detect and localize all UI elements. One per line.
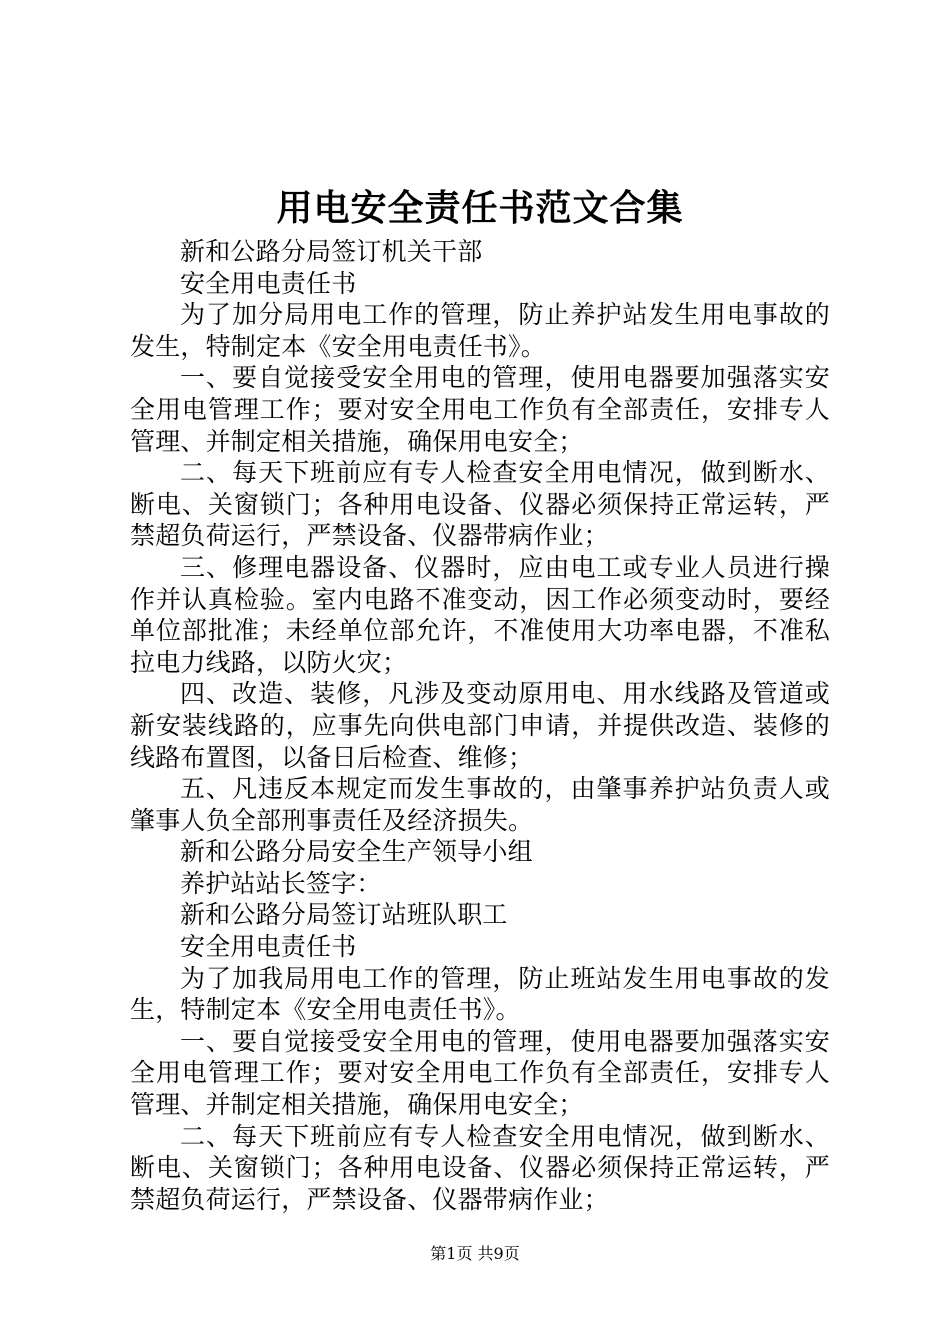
paragraph: 二、每天下班前应有专人检查安全用电情况，做到断水、断电、关窗锁门；各种用电设备、仪器必须保持正常运转，严禁超负荷运行，严禁设备、仪器带病作业； <box>130 458 830 551</box>
paragraph: 为了加分局用电工作的管理，防止养护站发生用电事故的发生，特制定本《安全用电责任书》。 <box>130 300 830 361</box>
document-title: 用电安全责任书范文合集 <box>276 187 684 229</box>
page-number: 第1页 共9页 <box>430 1244 520 1263</box>
paragraph: 安全用电责任书 <box>180 268 357 298</box>
paragraph: 三、修理电器设备、仪器时，应由电工或专业人员进行操作并认真检验。室内电路不准变动，因工作必须变动时，要经单位部批准；未经单位部允许，不准使用大功率电器，不准私拉电力线路，以防火灾； <box>130 552 830 677</box>
paragraph: 安全用电责任书 <box>180 932 357 962</box>
paragraph: 新和公路分局签订站班队职工 <box>180 900 508 930</box>
paragraph: 一、要自觉接受安全用电的管理，使用电器要加强落实安全用电管理工作；要对安全用电工作负有全部责任，安排专人管理、并制定相关措施，确保用电安全； <box>130 1026 830 1120</box>
paragraph: 新和公路分局签订机关干部 <box>180 237 483 266</box>
paragraph: 为了加我局用电工作的管理，防止班站发生用电事故的发生，特制定本《安全用电责任书》。 <box>130 963 830 1025</box>
document-body <box>130 236 830 1215</box>
paragraph: 五、凡违反本规定而发生事故的，由肇事养护站负责人或肇事人负全部刑事责任及经济损失。 <box>130 774 830 835</box>
paragraph: 新和公路分局安全生产领导小组 <box>180 837 533 867</box>
paragraph: 养护站站长签字： <box>180 868 382 898</box>
paragraph: 四、改造、装修，凡涉及变动原用电、用水线路及管道或新安装线路的，应事先向供电部门申请，并提供改造、装修的线路布置图，以备日后检查、维修； <box>130 679 830 772</box>
paragraph: 二、每天下班前应有专人检查安全用电情况，做到断水、断电、关窗锁门；各种用电设备、仪器必须保持正常运转，严禁超负荷运行，严禁设备、仪器带病作业； <box>130 1121 830 1214</box>
paragraph: 一、要自觉接受安全用电的管理，使用电器要加强落实安全用电管理工作；要对安全用电工作负有全部责任，安排专人管理、并制定相关措施，确保用电安全； <box>130 363 830 456</box>
